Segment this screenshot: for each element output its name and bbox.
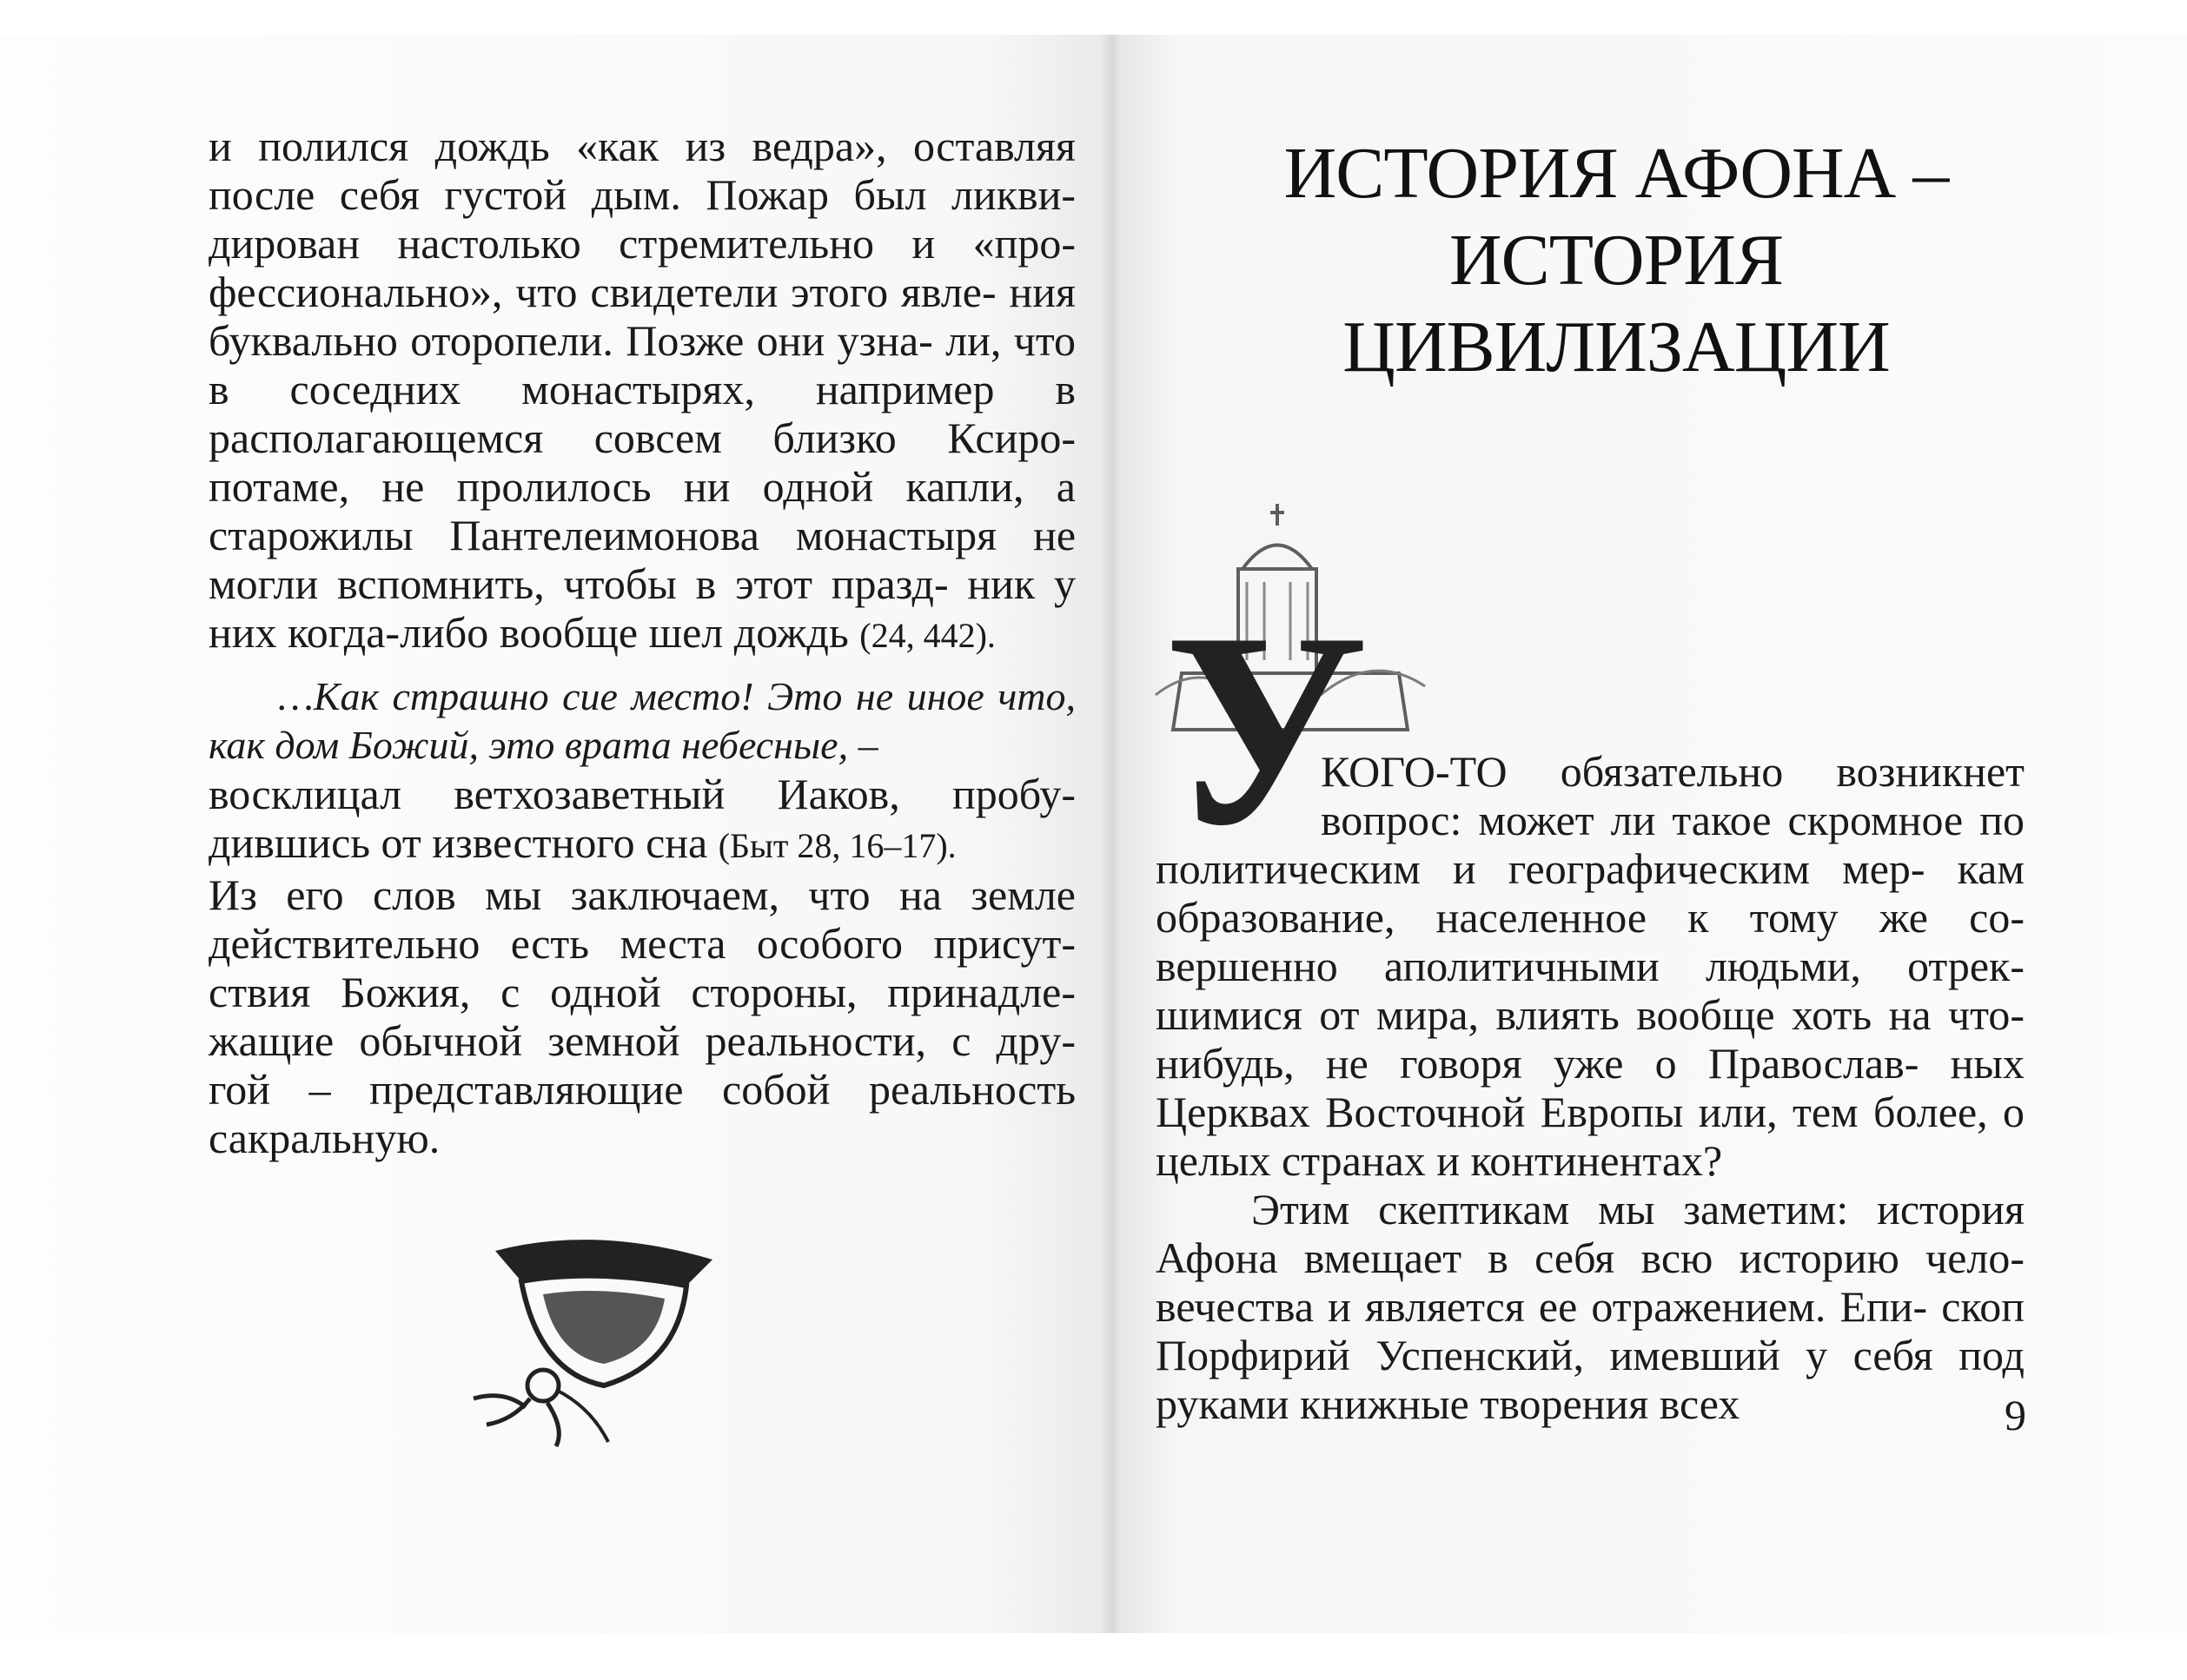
chapter-heading bbox=[1199, 130, 2033, 391]
text-line: старожилы Пантелеимонова монастыря bbox=[209, 511, 997, 559]
heading-line: ИСТОРИЯ ЦИВИЛИЗАЦИИ bbox=[1342, 220, 1890, 387]
text-line: ник у них когда-либо вообще шел дождь bbox=[209, 559, 1077, 657]
drop-cap-letter: У bbox=[1164, 576, 1369, 883]
right-paragraph-1 bbox=[1156, 747, 2025, 1185]
text-line: скоп Порфирий Успенский, имевший у bbox=[1156, 1282, 2025, 1379]
text-line: сакральную. bbox=[209, 1114, 441, 1162]
text-line: кам образование, населенное к тому же со- bbox=[1156, 844, 2025, 942]
text-line: после себя густой дым. Пожар был ликви- bbox=[209, 170, 1076, 219]
citation: (Быт 28, 16–17). bbox=[718, 826, 957, 865]
book-spine bbox=[1102, 35, 1123, 1633]
text-line: Этим скептикам мы заметим: история bbox=[1251, 1185, 2025, 1234]
text-line: что-нибудь, не говоря уже о Православ- bbox=[1156, 990, 2025, 1088]
text-line: действительно есть места особого присут- bbox=[209, 919, 1076, 968]
left-page-text bbox=[209, 122, 1076, 1162]
text-line: ли, что в соседних монастырях, например bbox=[209, 316, 1077, 413]
heading-line: ИСТОРИЯ АФОНА – bbox=[1283, 133, 1949, 214]
text-line: и полился дождь «как из ведра», оставляя bbox=[209, 122, 1076, 170]
left-paragraph-3 bbox=[209, 870, 1076, 1162]
text-line: вопрос: может ли такое скромное bbox=[1321, 796, 1964, 844]
text-line: более, о целых странах и континентах? bbox=[1156, 1088, 2025, 1185]
text-line: потаме, не пролилось ни одной капли, а bbox=[209, 462, 1076, 511]
quote-line: …Как страшно сие место! Это не иное bbox=[278, 674, 984, 718]
text-line: Афона вмещает в себя всю историю чело- bbox=[1156, 1234, 2025, 1282]
text-line: ния буквально оторопели. Позже они узна- bbox=[209, 268, 1076, 365]
text-line: себя под руками книжные творения всех bbox=[1156, 1331, 2025, 1428]
left-paragraph-1 bbox=[209, 122, 1076, 660]
text-line: шимися от мира, влиять вообще хоть на bbox=[1156, 990, 1932, 1039]
left-paragraph-2 bbox=[209, 770, 1076, 870]
text-line: вершенно аполитичными людьми, отрек- bbox=[1156, 942, 2025, 990]
bible-quote bbox=[209, 672, 1076, 770]
text-line: не могли вспомнить, чтобы в этот празд- bbox=[209, 511, 1077, 608]
text-line: по политическим и географическим мер- bbox=[1156, 796, 2025, 893]
page-number: 9 bbox=[2005, 1391, 2026, 1439]
text-line: Из его слов мы заключаем, что на земле bbox=[209, 870, 1076, 919]
citation: (24, 442). bbox=[859, 616, 996, 655]
right-page-text bbox=[1156, 747, 2025, 1428]
text-line: ствия Божия, с одной стороны, принадле- bbox=[209, 968, 1076, 1016]
text-line: восклицал ветхозаветный Иаков, пробу- bbox=[209, 770, 1076, 818]
quote-line: что, как дом Божий, это врата небесные, – bbox=[209, 674, 1077, 767]
text-line: ных Церквах Восточной Европы или, тем bbox=[1156, 1039, 2025, 1136]
text-line: жащие обычной земной реальности, с дру- bbox=[209, 1016, 1076, 1065]
angel-vignette-icon bbox=[461, 1234, 730, 1451]
text-line: дирован настолько стремительно и «про- bbox=[209, 219, 1076, 268]
text-line: КОГО-ТО обязательно возникнет bbox=[1321, 747, 2025, 796]
text-line: в располагающемся совсем близко Ксиро- bbox=[209, 365, 1076, 462]
text-line: дившись от известного сна bbox=[209, 818, 708, 867]
text-line: фессионально», что свидетели этого явле- bbox=[209, 268, 997, 316]
right-paragraph-2 bbox=[1156, 1185, 2025, 1428]
text-line: гой – представляющие собой реальность bbox=[209, 1065, 1076, 1114]
text-line: вечества и является ее отражением. Епи- bbox=[1156, 1282, 1928, 1331]
